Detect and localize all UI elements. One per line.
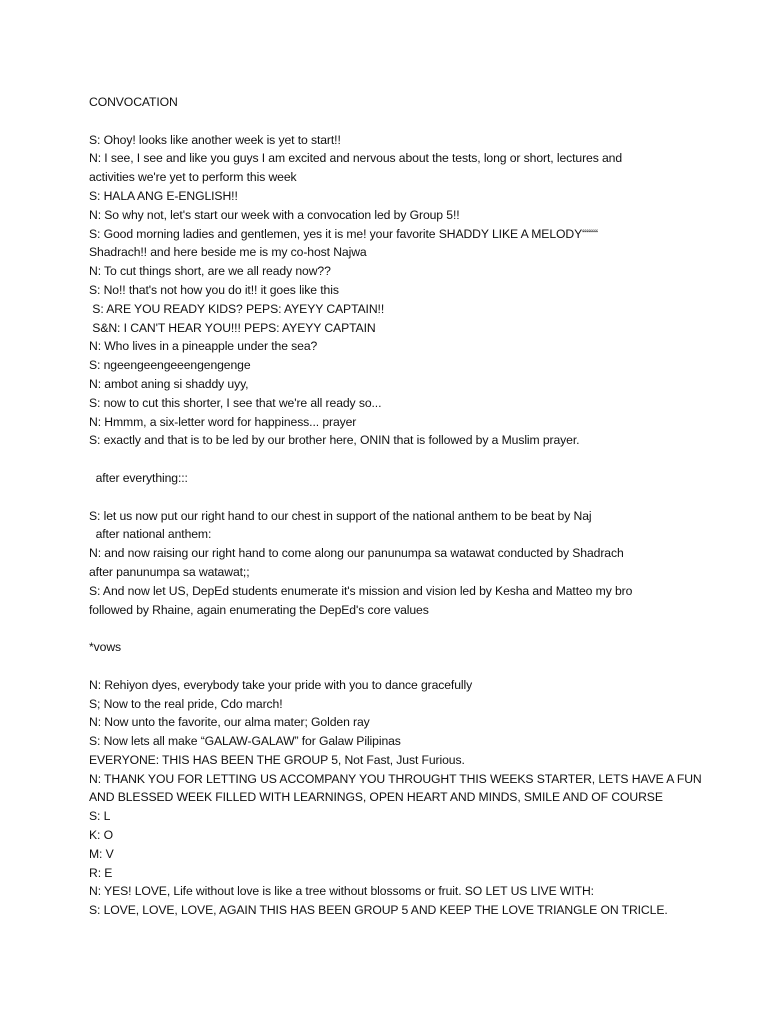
script-line: S: let us now put our right hand to our chest in support of the national anthem to be beat by Naj [89, 508, 592, 523]
script-line: K: O [89, 828, 113, 843]
script-line: N: ambot aning si shaddy uyy, [89, 376, 249, 391]
script-line: S: ARE YOU READY KIDS? PEPS: AYEYY CAPTAIN!! [89, 301, 385, 316]
script-line: followed by Rhaine, again enumerating the DepEd's core values [89, 602, 429, 617]
script-line: S: ngeengeengeeengengenge [89, 358, 251, 373]
script-line: S: LOVE, LOVE, LOVE, AGAIN THIS HAS BEEN GROUP 5 AND KEEP THE LOVE TRIANGLE ON TRICLE. [89, 903, 668, 918]
document-title: CONVOCATION [89, 95, 178, 109]
script-line: Shadrach!! and here beside me is my co-host Najwa [89, 245, 367, 260]
script-line: S: exactly and that is to be led by our brother here, ONIN that is followed by a Muslim prayer. [89, 433, 580, 448]
script-line: N: I see, I see and like you guys I am excited and nervous about the tests, long or short, lectures and [89, 151, 623, 166]
script-line: EVERYONE: THIS HAS BEEN THE GROUP 5, Not Fast, Just Furious. [89, 752, 465, 767]
script-line: N: Rehiyon dyes, everybody take your pride with you to dance gracefully [89, 677, 473, 692]
section-note: after everything::: [89, 470, 188, 485]
script-line: activities we're yet to perform this week [89, 170, 297, 185]
section-note: *vows [89, 640, 122, 655]
script-line: S&N: I CAN'T HEAR YOU!!! PEPS: AYEYY CAPTAIN [89, 320, 376, 335]
script-line: S: Ohoy! looks like another week is yet to start!! [89, 132, 341, 147]
blank-line [89, 619, 689, 638]
blank-line [89, 112, 689, 131]
blank-line [89, 450, 689, 469]
script-line: S: No!! that's not how you do it!! it goes like this [89, 282, 339, 297]
script-line: AND BLESSED WEEK FILLED WITH LEARNINGS, OPEN HEART AND MINDS, SMILE AND OF COURSE [89, 790, 663, 805]
script-line: S: HALA ANG E-ENGLISH!! [89, 188, 238, 203]
script-line: S: now to cut this shorter, I see that we're all ready so... [89, 395, 382, 410]
script-line: N: YES! LOVE, Life without love is like a tree without blossoms or fruit. SO LET US LIVE WITH: [89, 884, 594, 899]
script-line: R: E [89, 865, 113, 880]
script-line: M: V [89, 846, 114, 861]
script-line: S: Now lets all make “GALAW-GALAW” for Galaw Pilipinas [89, 734, 401, 749]
script-line: N: To cut things short, are we all ready now?? [89, 264, 331, 279]
script-line: N: Who lives in a pineapple under the sea? [89, 339, 318, 354]
script-line: S: L [89, 809, 111, 824]
script-line: S: And now let US, DepEd students enumerate it's mission and vision led by Kesha and Matteo my bro [89, 583, 633, 598]
script-line: S; Now to the real pride, Cdo march! [89, 696, 283, 711]
script-line: N: Hmmm, a six-letter word for happiness... prayer [89, 414, 357, 429]
blank-line [89, 488, 689, 507]
section-note: after panunumpa sa watawat;; [89, 564, 250, 579]
script-line: N: So why not, let's start our week with a convocation led by Group 5!! [89, 207, 460, 222]
section-note: after national anthem: [89, 527, 212, 542]
script-line: S: Good morning ladies and gentlemen, yes it is me! your favorite SHADDY LIKE A MELODY““““ [89, 226, 598, 241]
script-line: N: Now unto the favorite, our alma mater; Golden ray [89, 715, 370, 730]
blank-line [89, 657, 689, 676]
script-line: N: and now raising our right hand to come along our panunumpa sa watawat conducted by Shadrach [89, 546, 624, 561]
script-text [89, 93, 702, 920]
script-line: N: THANK YOU FOR LETTING US ACCOMPANY YOU THROUGHT THIS WEEKS STARTER, LETS HAVE A FUN [89, 771, 702, 786]
